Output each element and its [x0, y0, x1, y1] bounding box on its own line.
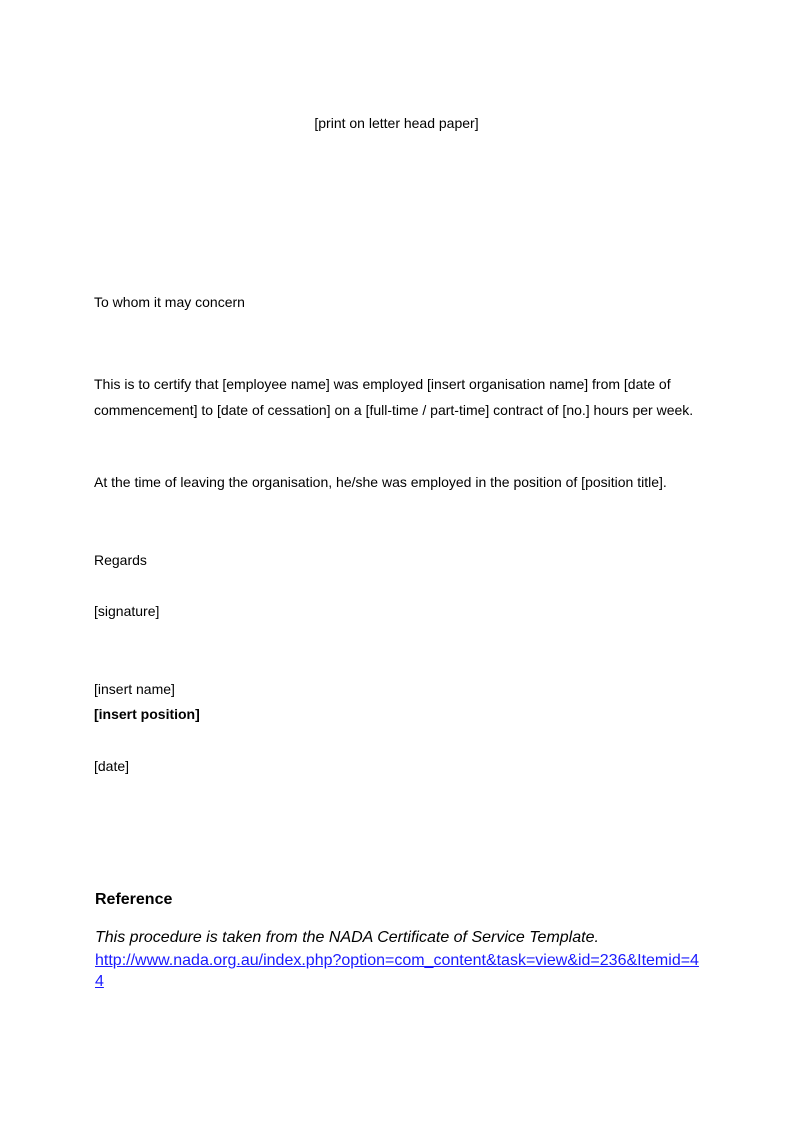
- position-paragraph: At the time of leaving the organisation, he/she was employed in the position of [position title].: [94, 474, 667, 490]
- letterhead-note: [print on letter head paper]: [314, 115, 479, 131]
- reference-heading: Reference: [95, 891, 173, 908]
- signature-placeholder: [signature]: [94, 603, 160, 619]
- reference-link[interactable]: http://www.nada.org.au/index.php?option=com_content&task=view&id=236&Itemid=44: [95, 952, 699, 990]
- reference-text: This procedure is taken from the NADA Certificate of Service Template.: [95, 929, 599, 946]
- signatory-position: [insert position]: [94, 706, 200, 722]
- salutation: To whom it may concern: [94, 294, 245, 310]
- certification-paragraph: This is to certify that [employee name] was employed [insert organisation name] from [date of commencement] to [date of cessation] on a [full-time / part-time] contract of [no.] hours per week.: [94, 376, 694, 418]
- letter-date: [date]: [94, 758, 130, 774]
- closing: Regards: [94, 552, 147, 568]
- signatory-name: [insert name]: [94, 681, 175, 697]
